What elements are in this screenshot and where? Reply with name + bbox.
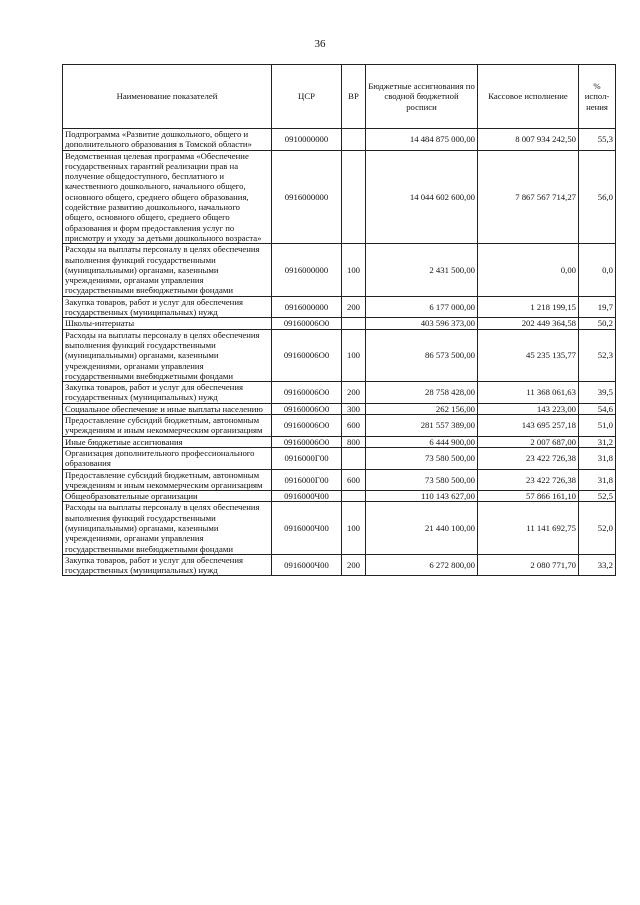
row-vr: 100: [342, 329, 366, 381]
budget-execution-table: [62, 64, 616, 576]
row-cash: 143 223,00: [478, 403, 579, 414]
table-row: [63, 296, 616, 318]
row-name: Закупка товаров, работ и услуг для обеспечения государственных (муниципальных) нужд: [63, 382, 272, 404]
table-row: [63, 329, 616, 381]
row-cash: 143 695 257,18: [478, 415, 579, 437]
row-cash: 23 422 726,38: [478, 469, 579, 491]
row-name: Ведомственная целевая программа «Обеспечение государственных гарантий реализации прав на получение общедоступного, бесплатного и качественного дошкольного, начального общего, основного общего, среднего общего образования, содействие развитию дошкольного, начального общего, основного общего, среднего общего образования и форм предоставления услуг по присмотру и уходу за детьми дошкольного возраста»: [63, 150, 272, 244]
header-cash: Кассовое исполнение: [478, 65, 579, 129]
row-name: Иные бюджетные ассигнования: [63, 436, 272, 447]
row-name: Социальное обеспечение и иные выплаты населению: [63, 403, 272, 414]
row-percent: 51,0: [579, 415, 616, 437]
table-row: [63, 469, 616, 491]
row-cash: 1 218 199,15: [478, 296, 579, 318]
table-row: [63, 382, 616, 404]
row-vr: 200: [342, 554, 366, 576]
table-row: [63, 129, 616, 151]
row-name: Закупка товаров, работ и услуг для обеспечения государственных (муниципальных) нужд: [63, 296, 272, 318]
page-number: 36: [314, 38, 326, 50]
table-row: [63, 502, 616, 554]
row-percent: 39,5: [579, 382, 616, 404]
row-vr: 200: [342, 296, 366, 318]
row-vr: [342, 447, 366, 469]
row-budget: 86 573 500,00: [366, 329, 478, 381]
row-percent: 55,3: [579, 129, 616, 151]
row-percent: 52,5: [579, 491, 616, 502]
row-vr: 600: [342, 469, 366, 491]
row-csr: 0916000Г00: [272, 447, 342, 469]
row-cash: 7 867 567 714,27: [478, 150, 579, 244]
header-csr: ЦСР: [272, 65, 342, 129]
row-cash: 11 141 692,75: [478, 502, 579, 554]
row-name: Закупка товаров, работ и услуг для обеспечения государственных (муниципальных) нужд: [63, 554, 272, 576]
row-cash: 202 449 364,58: [478, 318, 579, 329]
row-name: Организация дополнительного профессионального образования: [63, 447, 272, 469]
row-name: Расходы на выплаты персоналу в целях обеспечения выполнения функций государственными (муниципальными) органами, казенными учреждениями, органами управления государственными внебюджетными фондами: [63, 502, 272, 554]
header-vr: ВР: [342, 65, 366, 129]
row-vr: 100: [342, 244, 366, 296]
row-csr: 0916000000: [272, 150, 342, 244]
row-vr: [342, 129, 366, 151]
row-budget: 6 444 900,00: [366, 436, 478, 447]
table-row: [63, 554, 616, 576]
row-percent: 31,8: [579, 469, 616, 491]
row-budget: 73 580 500,00: [366, 447, 478, 469]
row-percent: 52,3: [579, 329, 616, 381]
row-budget: 110 143 627,00: [366, 491, 478, 502]
row-budget: 14 484 875 000,00: [366, 129, 478, 151]
row-budget: 6 177 000,00: [366, 296, 478, 318]
row-percent: 0,0: [579, 244, 616, 296]
row-budget: 21 440 100,00: [366, 502, 478, 554]
row-percent: 54,6: [579, 403, 616, 414]
row-name: Предоставление субсидий бюджетным, автономным учреждениям и иным некоммерческим организациям: [63, 469, 272, 491]
row-budget: 2 431 500,00: [366, 244, 478, 296]
row-budget: 6 272 800,00: [366, 554, 478, 576]
table-row: [63, 403, 616, 414]
row-csr: 09160006О0: [272, 436, 342, 447]
row-budget: 28 758 428,00: [366, 382, 478, 404]
table-row: [63, 436, 616, 447]
row-percent: 31,2: [579, 436, 616, 447]
row-vr: 200: [342, 382, 366, 404]
row-vr: 100: [342, 502, 366, 554]
row-percent: 33,2: [579, 554, 616, 576]
row-csr: 09160006О0: [272, 318, 342, 329]
row-name: Предоставление субсидий бюджетным, автономным учреждениям и иным некоммерческим организациям: [63, 415, 272, 437]
row-name: Подпрограмма «Развитие дошкольного, общего и дополнительного образования в Томской области»: [63, 129, 272, 151]
row-percent: 19,7: [579, 296, 616, 318]
row-csr: 09160006О0: [272, 415, 342, 437]
row-csr: 09160006О0: [272, 329, 342, 381]
row-budget: 262 156,00: [366, 403, 478, 414]
row-csr: 0916000Ч00: [272, 491, 342, 502]
row-percent: 50,2: [579, 318, 616, 329]
row-vr: 600: [342, 415, 366, 437]
row-name: Расходы на выплаты персоналу в целях обеспечения выполнения функций государственными (муниципальными) органами, казенными учреждениями, органами управления государственными внебюджетными фондами: [63, 329, 272, 381]
row-cash: 8 007 934 242,50: [478, 129, 579, 151]
row-name: Общеобразовательные организации: [63, 491, 272, 502]
row-vr: 300: [342, 403, 366, 414]
row-cash: 0,00: [478, 244, 579, 296]
row-percent: 52,0: [579, 502, 616, 554]
row-vr: [342, 150, 366, 244]
table-row: [63, 244, 616, 296]
row-budget: 281 557 389,00: [366, 415, 478, 437]
table-row: [63, 318, 616, 329]
row-percent: 56,0: [579, 150, 616, 244]
row-cash: 57 866 161,10: [478, 491, 579, 502]
table-header-row: [63, 65, 616, 129]
row-csr: 0916000000: [272, 296, 342, 318]
row-percent: 31,8: [579, 447, 616, 469]
row-csr: 0916000Г00: [272, 469, 342, 491]
row-csr: 0910000000: [272, 129, 342, 151]
row-budget: 403 596 373,00: [366, 318, 478, 329]
row-budget: 73 580 500,00: [366, 469, 478, 491]
row-budget: 14 044 602 600,00: [366, 150, 478, 244]
table-row: [63, 415, 616, 437]
header-percent: % испол-нения: [579, 65, 616, 129]
table-row: [63, 491, 616, 502]
row-cash: 11 368 061,63: [478, 382, 579, 404]
row-name: Расходы на выплаты персоналу в целях обеспечения выполнения функций государственными (муниципальными) органами, казенными учреждениями, органами управления государственными внебюджетными фондами: [63, 244, 272, 296]
row-vr: 800: [342, 436, 366, 447]
row-csr: 0916000000: [272, 244, 342, 296]
row-cash: 45 235 135,77: [478, 329, 579, 381]
row-name: Школы-интернаты: [63, 318, 272, 329]
table-row: [63, 150, 616, 244]
header-name: Наименование показателей: [63, 65, 272, 129]
row-cash: 2 080 771,70: [478, 554, 579, 576]
row-vr: [342, 318, 366, 329]
row-csr: 09160006О0: [272, 403, 342, 414]
row-csr: 0916000Ч00: [272, 554, 342, 576]
row-vr: [342, 491, 366, 502]
row-csr: 0916000Ч00: [272, 502, 342, 554]
row-csr: 09160006О0: [272, 382, 342, 404]
header-budget: Бюджетные ассигнования по сводной бюджетной росписи: [366, 65, 478, 129]
row-cash: 23 422 726,38: [478, 447, 579, 469]
table-row: [63, 447, 616, 469]
row-cash: 2 007 687,00: [478, 436, 579, 447]
